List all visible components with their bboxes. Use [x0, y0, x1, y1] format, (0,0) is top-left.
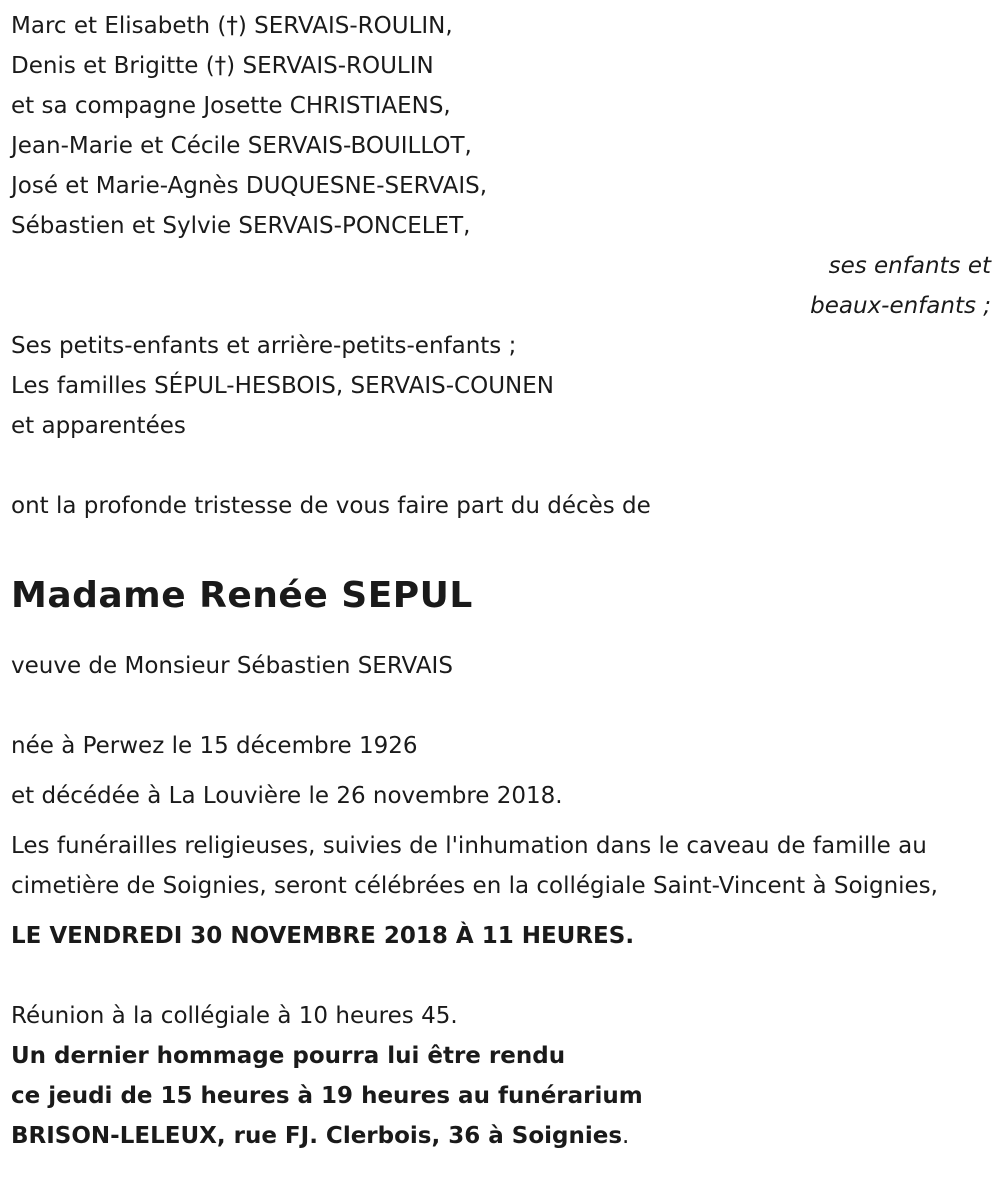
family-line: José et Marie-Agnès DUQUESNE-SERVAIS, — [11, 173, 488, 199]
tribute-last-line — [11, 1116, 991, 1156]
obituary-notice — [11, 6, 991, 1156]
funeral-text: Les funérailles religieuses, suivies de l'inhumation dans le caveau de famille au cimetière de Soignies, seront célébrées en la collégiale Saint-Vincent à Soignies, — [11, 833, 938, 899]
tribute-line: ce jeudi de 15 heures à 19 heures au funérarium — [11, 1083, 643, 1109]
birth-line: née à Perwez le 15 décembre 1926 — [11, 733, 418, 759]
family-line: Denis et Brigitte (†) SERVAIS-ROULIN — [11, 53, 434, 79]
family-line: Jean-Marie et Cécile SERVAIS-BOUILLOT, — [11, 133, 472, 159]
family-list — [11, 6, 991, 246]
tribute-line: Un dernier hommage pourra lui être rendu — [11, 1043, 566, 1069]
family-line: Sébastien et Sylvie SERVAIS-PONCELET, — [11, 213, 471, 239]
spouse-line: veuve de Monsieur Sébastien SERVAIS — [11, 653, 453, 679]
deceased-name: Madame Renée SEPUL — [11, 575, 473, 616]
meeting-line: Réunion à la collégiale à 10 heures 45. — [11, 1003, 458, 1029]
family-line: Marc et Elisabeth (†) SERVAIS-ROULIN, — [11, 13, 453, 39]
tribute-period: . — [622, 1123, 630, 1149]
other-family — [11, 326, 991, 446]
family-role-line: beaux-enfants ; — [810, 293, 991, 319]
tribute-block — [11, 1036, 991, 1156]
tribute-address: BRISON-LELEUX, rue FJ. Clerbois, 36 à Soignies — [11, 1123, 623, 1149]
family-role — [11, 246, 991, 326]
other-family-line: Les familles SÉPUL-HESBOIS, SERVAIS-COUNEN — [11, 373, 554, 399]
family-line: et sa compagne Josette CHRISTIAENS, — [11, 93, 451, 119]
announcement-text: ont la profonde tristesse de vous faire part du décès de — [11, 493, 651, 519]
family-role-line: ses enfants et — [828, 253, 991, 279]
funeral-date: LE VENDREDI 30 NOVEMBRE 2018 À 11 HEURES. — [11, 923, 635, 949]
death-line: et décédée à La Louvière le 26 novembre 2018. — [11, 783, 563, 809]
other-family-line: Ses petits-enfants et arrière-petits-enfants ; — [11, 333, 517, 359]
other-family-line: et apparentées — [11, 413, 186, 439]
